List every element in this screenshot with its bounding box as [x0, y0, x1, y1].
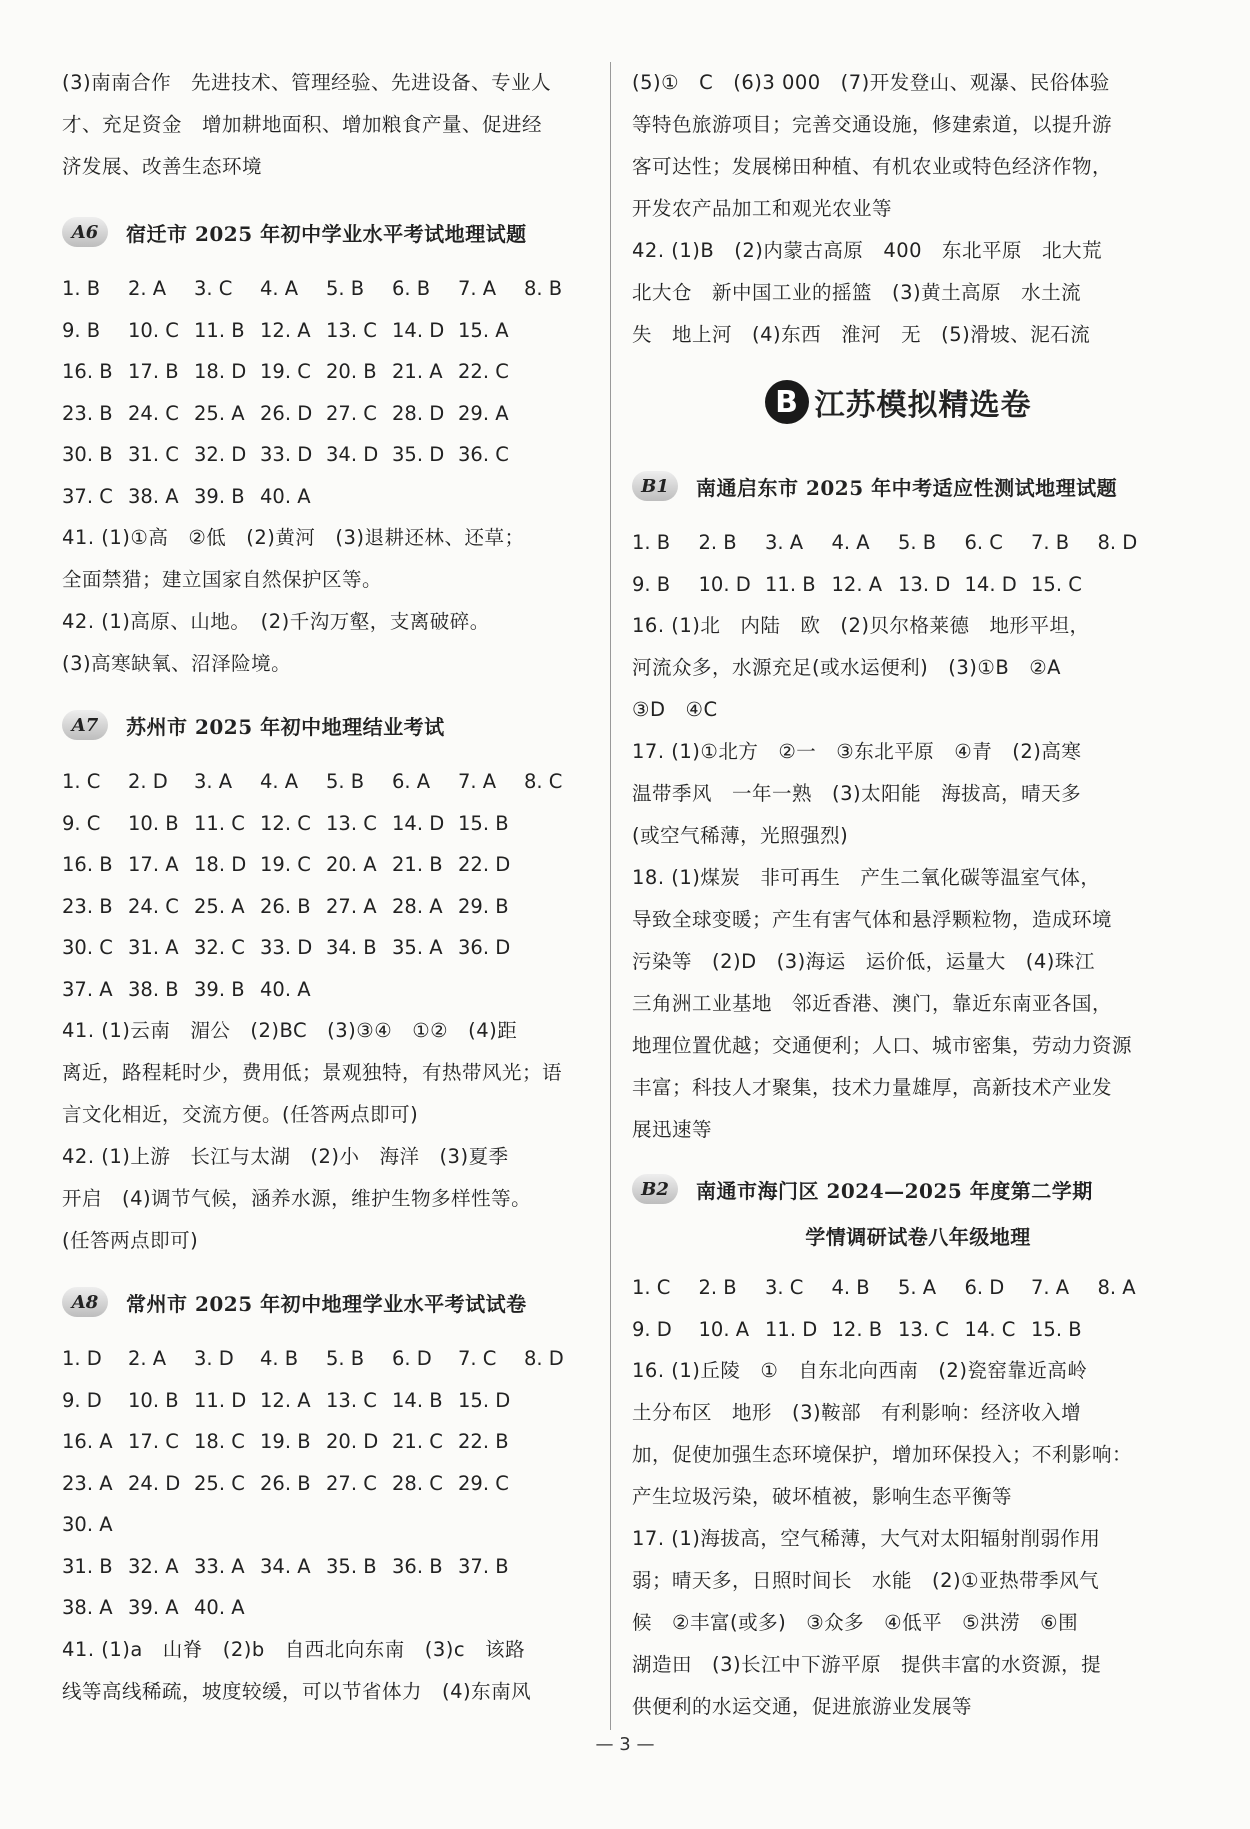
answer-cell: 11. D: [194, 1388, 247, 1412]
answer-cell: 24. C: [128, 401, 179, 425]
answer-row: [632, 564, 1164, 606]
text-line: (5)① C (6)3 000 (7)开发登山、观瀑、民俗体验: [632, 71, 1110, 94]
text-line: 42. (1)高原、山地。 (2)千沟万壑，支离破碎。: [62, 610, 490, 633]
answer-cell: 2. A: [128, 1347, 167, 1370]
answer-cell: 3. D: [194, 1347, 234, 1370]
answer-cell: 37. A: [62, 977, 113, 1001]
section-badge: A7: [62, 710, 108, 740]
text-line: 供便利的水运交通，促进旅游业发展等: [632, 1695, 973, 1718]
answer-cell: 29. B: [458, 894, 509, 918]
answer-cell: 3. A: [194, 770, 233, 793]
answer-cell: [326, 476, 392, 518]
right-intro: [632, 62, 1164, 356]
text-line: 导致全球变暖；产生有害气体和悬浮颗粒物，造成环境: [632, 908, 1113, 931]
answer-cell: [524, 886, 590, 928]
answer-cell: 21. C: [392, 1430, 443, 1453]
answer-cell: [524, 969, 590, 1011]
answer-cell: 7. B: [1031, 531, 1070, 554]
section-badge: B2: [632, 1174, 678, 1204]
text-line: 污染等 (2)D (3)海运 运价低，运量大 (4)珠江: [632, 950, 1095, 973]
part-b-title: 江苏模拟精选卷: [814, 388, 1032, 423]
text-line: 开启 (4)调节气候，涵养水源，维护生物多样性等。: [62, 1187, 532, 1210]
text-line: 17. (1)①北方 ②一 ③东北平原 ④青 (2)高寒: [632, 740, 1082, 763]
answer-cell: 1. C: [62, 770, 101, 793]
answer-cell: 4. A: [260, 277, 299, 300]
answer-cell: 31. B: [62, 1554, 113, 1578]
answer-cell: 7. C: [458, 1347, 497, 1370]
answer-cell: 36. D: [458, 936, 511, 959]
answer-cell: [326, 969, 392, 1011]
answer-cell: 35. B: [326, 1554, 377, 1578]
answer-cell: 14. B: [392, 1388, 443, 1412]
answer-cell: 28. C: [392, 1471, 443, 1495]
answer-cell: 17. B: [128, 360, 179, 383]
answer-cell: 30. A: [62, 1513, 113, 1536]
answer-cell: 11. C: [194, 811, 245, 835]
answer-row: [62, 927, 590, 969]
text-line: 济发展、改善生态环境: [62, 155, 263, 178]
text-line: (或空气稀薄，光照强烈): [632, 824, 849, 847]
answer-cell: 29. C: [458, 1471, 509, 1495]
answer-cell: [524, 927, 590, 969]
text-line: 16. (1)北 内陆 欧 (2)贝尔格莱德 地形平坦，: [632, 614, 1090, 637]
answer-cell: 4. A: [260, 770, 299, 793]
answer-cell: 27. A: [326, 894, 377, 918]
text-line: 41. (1)①高 ②低 (2)黄河 (3)退耕还林、还草；: [62, 526, 525, 549]
answer-cell: 6. D: [392, 1347, 432, 1370]
text-line: 弱；晴天多，日照时间长 水能 (2)①亚热带季风气: [632, 1569, 1100, 1592]
answer-cell: [524, 1421, 590, 1463]
answer-cell: 38. B: [128, 977, 179, 1001]
answer-row: [62, 393, 590, 435]
answer-cell: 40. A: [260, 977, 311, 1001]
section-header-a6: [62, 202, 590, 262]
text-line: 41. (1)云南 湄公 (2)BC (3)③④ ①② (4)距: [62, 1019, 518, 1042]
answer-cell: 11. B: [194, 318, 245, 342]
answer-cell: [524, 844, 590, 886]
section-header-b1: [632, 456, 1164, 516]
answer-cell: 6. D: [964, 1276, 1005, 1299]
answer-cell: 16. B: [62, 853, 113, 876]
answer-cell: 1. C: [632, 1276, 671, 1299]
answer-cell: 5. B: [326, 1347, 365, 1370]
section-badge: B1: [632, 471, 678, 501]
answer-cell: 34. D: [326, 443, 379, 466]
answer-text-b2: [632, 1350, 1164, 1728]
answer-cell: 21. A: [392, 360, 443, 383]
answer-cell: 17. A: [128, 853, 179, 876]
answer-cell: [458, 1504, 524, 1546]
answer-cell: 30. B: [62, 443, 113, 466]
answer-cell: 19. C: [260, 360, 311, 383]
answer-row: [62, 1546, 590, 1588]
answer-row: [62, 761, 590, 803]
answer-cell: 40. A: [260, 484, 311, 508]
answer-cell: 15. B: [458, 811, 509, 835]
answer-cell: 22. C: [458, 360, 509, 383]
answer-cell: 27. C: [326, 401, 377, 425]
text-line: 北大仓 新中国工业的摇篮 (3)黄土高原 水土流: [632, 281, 1082, 304]
answer-cell: 8. A: [1097, 1276, 1136, 1299]
answer-cell: 3. C: [194, 277, 233, 300]
answer-cell: 6. C: [964, 531, 1003, 554]
text-line: 离近，路程耗时少，费用低；景观独特，有热带风光；语: [62, 1061, 563, 1084]
answer-row: [62, 434, 590, 476]
answer-cell: 10. A: [698, 1317, 750, 1341]
answer-cell: [524, 1504, 590, 1546]
answer-grid-b1: [632, 522, 1164, 605]
answer-cell: 14. D: [392, 318, 445, 342]
answer-cell: 5. B: [326, 277, 365, 300]
text-line: ③D ④C: [632, 698, 718, 721]
answer-cell: 30. C: [62, 936, 113, 959]
answer-cell: 13. D: [898, 572, 951, 596]
answer-cell: 25. A: [194, 401, 245, 425]
answer-cell: [392, 1587, 458, 1629]
answer-row: [62, 1504, 590, 1546]
text-line: 客可达性；发展梯田种植、有机农业或特色经济作物，: [632, 155, 1113, 178]
text-line: 丰富；科技人才聚集，技术力量雄厚，高新技术产业发: [632, 1076, 1113, 1099]
right-column: [632, 62, 1164, 1728]
answer-cell: 13. C: [326, 811, 377, 835]
text-line: 展迅速等: [632, 1118, 713, 1141]
answer-cell: [524, 476, 590, 518]
answer-text-a8: [62, 1629, 590, 1713]
answer-cell: 8. C: [524, 770, 563, 793]
answer-cell: 3. A: [765, 531, 804, 554]
text-line: 42. (1)上游 长江与太湖 (2)小 海洋 (3)夏季: [62, 1145, 509, 1168]
section-header-a8: [62, 1272, 590, 1332]
answer-cell: [194, 1504, 260, 1546]
answer-row: [62, 969, 590, 1011]
answer-cell: 15. C: [1031, 572, 1082, 596]
section-badge: A8: [62, 1287, 108, 1317]
answer-cell: 37. C: [62, 484, 113, 508]
answer-row: [62, 1463, 590, 1505]
answer-cell: [524, 310, 590, 352]
answer-cell: [326, 1504, 392, 1546]
answer-cell: 6. A: [392, 770, 431, 793]
answer-cell: 5. B: [326, 770, 365, 793]
answer-cell: 9. D: [62, 1388, 102, 1412]
answer-cell: 21. B: [392, 853, 443, 876]
answer-row: [62, 351, 590, 393]
answer-cell: 7. A: [1031, 1276, 1070, 1299]
answer-cell: 9. B: [632, 572, 671, 596]
answer-cell: 39. B: [194, 484, 245, 508]
answer-cell: 38. A: [128, 484, 179, 508]
answer-cell: 26. B: [260, 894, 311, 918]
answer-cell: [458, 1587, 524, 1629]
answer-cell: 32. D: [194, 443, 247, 466]
answer-cell: [524, 393, 590, 435]
answer-cell: [524, 434, 590, 476]
answer-cell: 37. B: [458, 1554, 509, 1578]
answer-cell: [524, 351, 590, 393]
answer-cell: 35. A: [392, 936, 443, 959]
answer-cell: 25. A: [194, 894, 245, 918]
text-line: 17. (1)海拔高，空气稀薄，大气对太阳辐射削弱作用: [632, 1527, 1101, 1550]
answer-row: [632, 1309, 1164, 1351]
answer-cell: 28. D: [392, 401, 445, 425]
answer-row: [632, 522, 1164, 564]
text-line: (任答两点即可): [62, 1229, 199, 1252]
answer-grid-a8: [62, 1338, 590, 1629]
section-badge: A6: [62, 217, 108, 247]
text-line: 开发农产品加工和观光农业等: [632, 197, 893, 220]
text-line: 16. (1)丘陵 ① 自东北向西南 (2)瓷窑靠近高岭: [632, 1359, 1088, 1382]
answer-row: [62, 803, 590, 845]
text-line: 41. (1)a 山脊 (2)b 自西北向东南 (3)c 该路: [62, 1637, 526, 1661]
answer-cell: 10. B: [128, 1388, 179, 1412]
answer-cell: 12. A: [260, 318, 311, 342]
answer-cell: 15. D: [458, 1388, 511, 1412]
answer-cell: 13. C: [326, 1388, 377, 1412]
answer-cell: 12. A: [260, 1388, 311, 1412]
answer-cell: [524, 1463, 590, 1505]
answer-cell: [326, 1587, 392, 1629]
answer-cell: 9. B: [62, 318, 101, 342]
answer-cell: 17. C: [128, 1430, 179, 1453]
answer-cell: 12. B: [831, 1317, 883, 1341]
answer-cell: 3. C: [765, 1276, 804, 1299]
text-line: 失 地上河 (4)东西 淮河 无 (5)滑坡、泥石流: [632, 323, 1091, 346]
text-line: 等特色旅游项目；完善交通设施，修建索道，以提升游: [632, 113, 1113, 136]
answer-cell: 1. B: [632, 531, 671, 554]
answer-cell: 25. C: [194, 1471, 245, 1495]
left-intro: [62, 62, 590, 188]
answer-cell: [260, 1587, 326, 1629]
answer-cell: 20. D: [326, 1430, 379, 1453]
section-title: 宿迁市 2025 年初中学业水平考试地理试题: [126, 221, 527, 246]
answer-cell: 40. A: [194, 1596, 245, 1619]
answer-row: [62, 268, 590, 310]
answer-row: [62, 1338, 590, 1380]
answer-row: [62, 310, 590, 352]
answer-cell: 12. A: [831, 572, 883, 596]
answer-cell: [524, 1587, 590, 1629]
answer-cell: 31. A: [128, 936, 179, 959]
answer-cell: 1. B: [62, 277, 101, 300]
answer-cell: 16. B: [62, 360, 113, 383]
answer-cell: 35. D: [392, 443, 445, 466]
answer-cell: 33. D: [260, 936, 313, 959]
answer-cell: 38. A: [62, 1596, 113, 1619]
answer-cell: 13. C: [898, 1317, 949, 1341]
answer-row: [62, 1587, 590, 1629]
answer-cell: 7. A: [458, 277, 497, 300]
answer-cell: 14. D: [392, 811, 445, 835]
answer-row: [632, 1267, 1164, 1309]
answer-cell: 11. D: [765, 1317, 818, 1341]
answer-cell: 27. C: [326, 1471, 377, 1495]
answer-cell: 10. C: [128, 318, 179, 342]
answer-cell: 2. B: [698, 1276, 737, 1299]
answer-cell: [524, 803, 590, 845]
text-line: 42. (1)B (2)内蒙古高原 400 东北平原 北大荒: [632, 239, 1103, 262]
answer-cell: [524, 1546, 590, 1588]
answer-cell: 24. C: [128, 894, 179, 918]
answer-cell: 5. A: [898, 1276, 937, 1299]
answer-cell: 18. D: [194, 360, 247, 383]
answer-grid-b2: [632, 1267, 1164, 1350]
answer-cell: 6. B: [392, 277, 431, 300]
answer-cell: 20. A: [326, 853, 377, 876]
answer-cell: 4. B: [260, 1347, 299, 1370]
answer-cell: [392, 476, 458, 518]
answer-cell: 39. B: [194, 977, 245, 1001]
answer-row: [62, 476, 590, 518]
answer-cell: 18. C: [194, 1430, 245, 1453]
answer-cell: 23. B: [62, 894, 113, 918]
answer-cell: 31. C: [128, 443, 179, 466]
answer-cell: 34. B: [326, 936, 377, 959]
answer-cell: 29. A: [458, 401, 509, 425]
answer-cell: 22. B: [458, 1430, 509, 1453]
answer-cell: 10. D: [698, 572, 751, 596]
answer-cell: 2. D: [128, 770, 168, 793]
text-line: 才、充足资金 增加耕地面积、增加粮食产量、促进经: [62, 113, 543, 136]
answer-cell: 7. A: [458, 770, 497, 793]
page-number: — 3 —: [595, 1734, 655, 1755]
answer-text-b1: [632, 605, 1164, 1151]
answer-cell: 36. B: [392, 1554, 443, 1578]
answer-cell: 14. D: [964, 572, 1017, 596]
answer-row: [62, 844, 590, 886]
answer-cell: 28. A: [392, 894, 443, 918]
answer-cell: 15. B: [1031, 1317, 1082, 1341]
answer-cell: [260, 1504, 326, 1546]
answer-cell: 2. B: [698, 531, 737, 554]
answer-cell: 4. A: [831, 531, 870, 554]
answer-cell: 15. A: [458, 318, 509, 342]
answer-cell: [128, 1504, 194, 1546]
answer-cell: 1. D: [62, 1347, 102, 1370]
answer-cell: 19. B: [260, 1430, 311, 1453]
answer-cell: [1098, 1309, 1165, 1351]
answer-grid-a7: [62, 761, 590, 1010]
answer-cell: [458, 476, 524, 518]
answer-cell: [458, 969, 524, 1011]
answer-cell: 19. C: [260, 853, 311, 876]
answer-text-a7: [62, 1010, 590, 1262]
answer-cell: 34. A: [260, 1554, 311, 1578]
answer-cell: 33. A: [194, 1554, 245, 1578]
answer-cell: 8. D: [1097, 531, 1138, 554]
answer-cell: [1098, 564, 1165, 606]
text-line: 18. (1)煤炭 非可再生 产生二氧化碳等温室气体，: [632, 866, 1101, 889]
part-b-letter: B: [765, 380, 809, 424]
answer-cell: 9. C: [62, 811, 101, 835]
part-b-header: [632, 362, 1164, 442]
text-line: 产生垃圾污染，破坏植被，影响生态平衡等: [632, 1485, 1013, 1508]
answer-cell: 36. C: [458, 443, 509, 466]
text-line: 加，促使加强生态环境保护，增加环保投入；不利影响：: [632, 1443, 1133, 1466]
answer-cell: 26. D: [260, 401, 313, 425]
answer-text-a6: [62, 517, 590, 685]
column-divider: [610, 62, 611, 1730]
answer-row: [62, 1421, 590, 1463]
answer-cell: 13. C: [326, 318, 377, 342]
text-line: 线等高线稀疏，坡度较缓，可以节省体力 (4)东南风: [62, 1679, 532, 1703]
section-header-b2: [632, 1165, 1164, 1261]
section-title: 苏州市 2025 年初中地理结业考试: [126, 714, 445, 739]
text-line: 土分布区 地形 (3)鞍部 有利影响：经济收入增: [632, 1401, 1082, 1424]
answer-cell: 2. A: [128, 277, 167, 300]
answer-cell: 23. B: [62, 401, 113, 425]
answer-cell: 23. A: [62, 1471, 113, 1495]
answer-cell: 39. A: [128, 1596, 179, 1619]
text-line: 言文化相近，交流方便。(任答两点即可): [62, 1103, 419, 1126]
answer-cell: [392, 969, 458, 1011]
text-line: 河流众多，水源充足(或水运便利) (3)①B ②A: [632, 656, 1062, 679]
answer-cell: 16. A: [62, 1430, 113, 1453]
answer-cell: 12. C: [260, 811, 311, 835]
answer-grid-a6: [62, 268, 590, 517]
answer-cell: 4. B: [831, 1276, 870, 1299]
section-subtitle: 学情调研试卷八年级地理: [805, 1225, 1031, 1249]
answer-cell: 14. C: [964, 1317, 1016, 1341]
answer-cell: 8. D: [524, 1347, 564, 1370]
text-line: 地理位置优越；交通便利；人口、城市密集，劳动力资源: [632, 1034, 1133, 1057]
answer-cell: [524, 1380, 590, 1422]
answer-cell: 24. D: [128, 1471, 181, 1495]
answer-cell: 5. B: [898, 531, 937, 554]
answer-cell: 8. B: [524, 277, 563, 300]
text-line: (3)南南合作 先进技术、管理经验、先进设备、专业人: [62, 71, 552, 94]
section-title: 南通市海门区 2024—2025 年度第二学期: [696, 1178, 1093, 1203]
answer-cell: 10. B: [128, 811, 179, 835]
answer-cell: 22. D: [458, 853, 511, 876]
answer-cell: 32. A: [128, 1554, 179, 1578]
text-line: 候 ②丰富(或多) ③众多 ④低平 ⑤洪涝 ⑥围: [632, 1611, 1079, 1634]
text-line: 温带季风 一年一熟 (3)太阳能 海拔高，晴天多: [632, 782, 1082, 805]
answer-cell: 9. D: [632, 1317, 672, 1341]
text-line: 全面禁猎；建立国家自然保护区等。: [62, 568, 383, 591]
text-line: 三角洲工业基地 邻近香港、澳门，靠近东南亚各国，: [632, 992, 1113, 1015]
section-header-a7: [62, 695, 590, 755]
answer-cell: 11. B: [765, 572, 816, 596]
text-line: (3)高寒缺氧、沼泽险境。: [62, 652, 292, 675]
left-column: [62, 62, 590, 1713]
section-title: 常州市 2025 年初中地理学业水平考试试卷: [126, 1291, 527, 1316]
answer-cell: 26. B: [260, 1471, 311, 1495]
answer-row: [62, 886, 590, 928]
answer-cell: 32. C: [194, 936, 245, 959]
answer-cell: [392, 1504, 458, 1546]
section-title: 南通启东市 2025 年中考适应性测试地理试题: [696, 475, 1118, 500]
answer-cell: 18. D: [194, 853, 247, 876]
answer-row: [62, 1380, 590, 1422]
answer-cell: 20. B: [326, 360, 377, 383]
text-line: 湖造田 (3)长江中下游平原 提供丰富的水资源，提: [632, 1653, 1102, 1676]
answer-cell: 33. D: [260, 443, 313, 466]
